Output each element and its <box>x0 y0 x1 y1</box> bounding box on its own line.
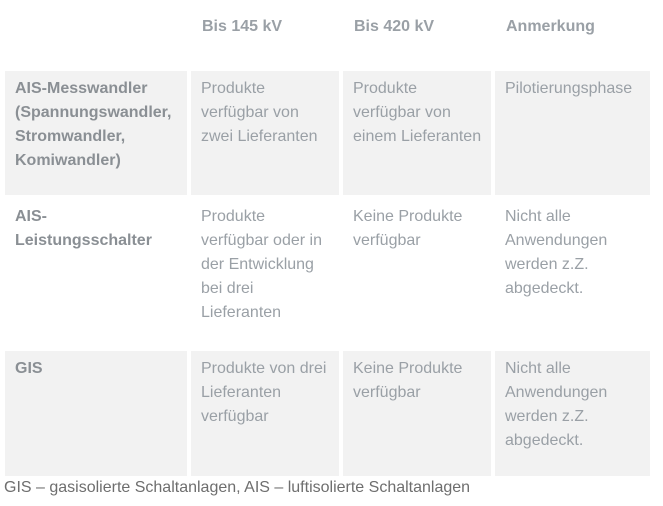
table-header <box>0 0 663 64</box>
table-row <box>0 71 663 195</box>
table-caption: GIS – gasisolierte Schaltanlagen, AIS – luftisolierte Schaltanlagen <box>4 479 471 496</box>
cell-bis-145: Produkte von drei Lieferanten verfügbar <box>191 351 339 476</box>
header-bis-420-kv: Bis 420 kV <box>354 18 435 35</box>
row-label: AIS-Leistungsschalter <box>15 208 152 249</box>
cell-anmerkung: Pilotierungsphase <box>495 71 650 195</box>
row-label: GIS <box>5 351 187 476</box>
cell-bis-420: Produkte verfügbar von einem Lieferanten <box>343 71 491 195</box>
row-label: AIS-Messwandler (Spannungswandler, Stromwandler, Komiwandler) <box>5 71 187 195</box>
cell-bis-420: Keine Produkte verfügbar <box>343 351 491 476</box>
cell-bis-145: Produkte verfügbar von zwei Lieferanten <box>191 71 339 195</box>
header-bis-145-kv: Bis 145 kV <box>202 18 283 35</box>
cell-bis-420: Keine Produkte verfügbar <box>353 208 463 249</box>
header-anmerkung: Anmerkung <box>506 18 595 35</box>
cell-anmerkung: Nicht alle Anwendungen werden z.Z. abgedeckt. <box>495 351 650 476</box>
cell-bis-145: Produkte verfügbar oder in der Entwicklung bei drei Lieferanten <box>201 208 322 321</box>
table-row <box>0 351 663 476</box>
cell-anmerkung: Nicht alle Anwendungen werden z.Z. abgedeckt. <box>505 208 608 297</box>
table-row <box>0 199 663 345</box>
